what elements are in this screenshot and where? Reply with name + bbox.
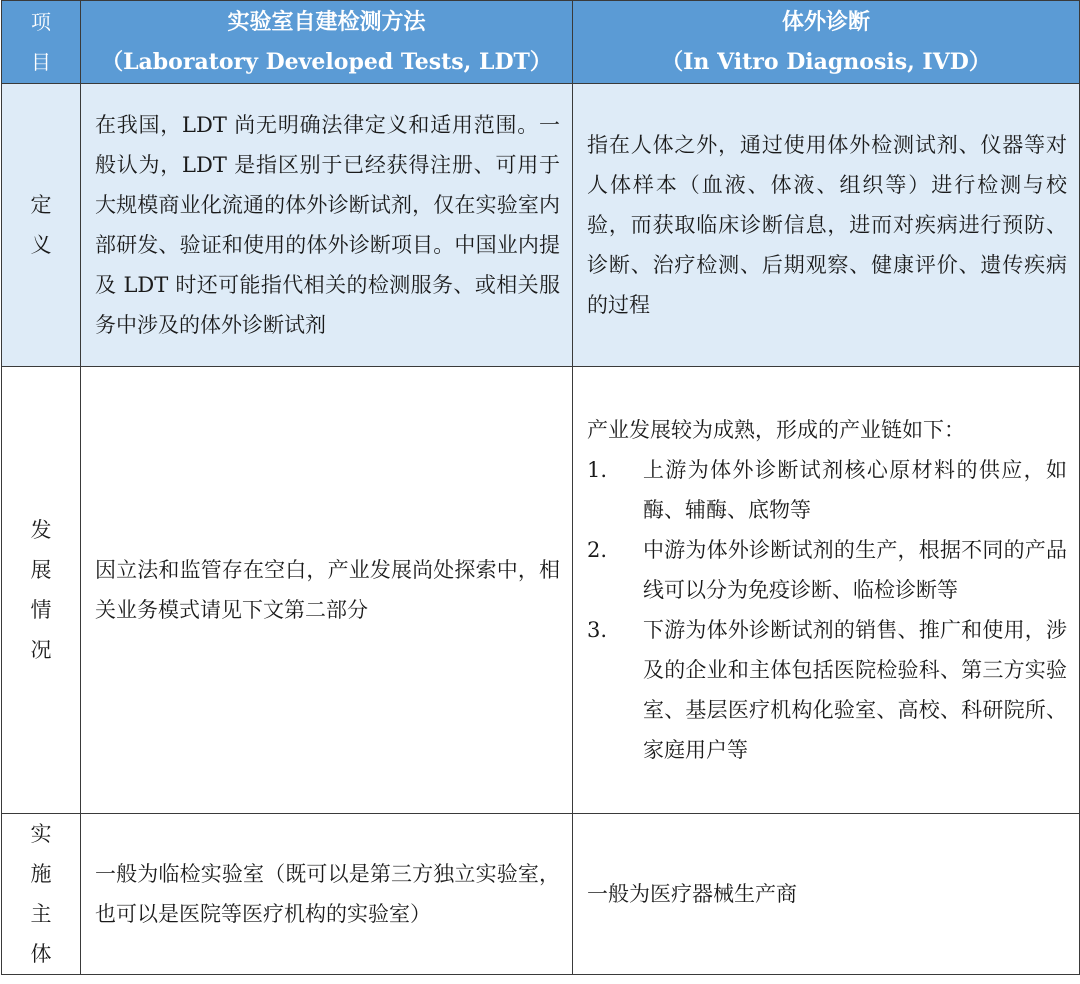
- row-development: [2, 367, 1080, 814]
- list-item-text: 下游为体外诊断试剂的销售、推广和使用，涉及的企业和主体包括医院检验科、第三方实验室、基层医疗机构化验室、高校、科研院所、家庭用户等: [643, 618, 1067, 762]
- list-item: [587, 530, 1067, 610]
- list-item: [587, 450, 1067, 530]
- development-ivd: [573, 367, 1080, 814]
- label-char: 实: [30, 822, 52, 846]
- label-char: 况: [30, 638, 52, 662]
- label-char: 定: [30, 193, 52, 217]
- row-label-definition: [2, 84, 81, 367]
- label-char: 情: [30, 598, 52, 622]
- development-ldt: 因立法和监管存在空白，产业发展尚处探索中，相关业务模式请见下文第二部分: [81, 367, 573, 814]
- label-char: 发: [30, 518, 52, 542]
- implementer-ldt: 一般为临检实验室（既可以是第三方独立实验室，也可以是医院等医疗机构的实验室）: [81, 814, 573, 975]
- list-item-number: 2.: [587, 538, 608, 562]
- definition-ivd: 指在人体之外，通过使用体外检测试剂、仪器等对人体样本（血液、体液、组织等）进行检测与校验，而获取临床诊断信息，进而对疾病进行预防、诊断、治疗检测、后期观察、健康评价、遗传疾病的过程: [573, 84, 1080, 367]
- header-item-line2: 目: [31, 50, 51, 74]
- header-row: [2, 1, 1080, 84]
- list-item: [587, 610, 1067, 770]
- label-char: 展: [30, 558, 52, 582]
- label-char: 施: [30, 862, 52, 886]
- list-item-number: 1.: [587, 458, 608, 482]
- label-char: 体: [30, 942, 52, 966]
- header-ldt-title: 实验室自建检测方法: [227, 9, 426, 35]
- row-implementer: [2, 814, 1080, 975]
- list-item-text: 中游为体外诊断试剂的生产，根据不同的产品线可以分为免疫诊断、临检诊断等: [643, 538, 1067, 602]
- definition-ldt: 在我国，LDT 尚无明确法律定义和适用范围。一般认为，LDT 是指区别于已经获得注册、可用于大规模商业化流通的体外诊断试剂，仅在实验室内部研发、验证和使用的体外诊断项目。中国业内提及 LDT 时还可能指代相关的检测服务、或相关服务中涉及的体外诊断试剂: [81, 84, 573, 367]
- development-ivd-intro: 产业发展较为成熟，形成的产业链如下：: [587, 418, 965, 442]
- list-item-text: 上游为体外诊断试剂核心原材料的供应，如酶、辅酶、底物等: [643, 458, 1067, 522]
- header-ldt: [81, 1, 573, 84]
- label-char: 义: [30, 233, 52, 257]
- row-label-development: [2, 367, 81, 814]
- header-ivd: [573, 1, 1080, 84]
- list-item-number: 3.: [587, 618, 608, 642]
- row-definition: [2, 84, 1080, 367]
- supply-chain-list: [587, 450, 1067, 770]
- header-item: [2, 1, 81, 84]
- label-char: 主: [30, 902, 52, 926]
- header-ldt-subtitle: （Laboratory Developed Tests, LDT）: [101, 49, 552, 75]
- header-ivd-subtitle: （In Vitro Diagnosis, IVD）: [661, 49, 991, 75]
- comparison-table: [1, 0, 1080, 975]
- implementer-ivd: 一般为医疗器械生产商: [573, 814, 1080, 975]
- row-label-implementer: [2, 814, 81, 975]
- header-item-line1: 项: [31, 10, 51, 34]
- header-ivd-title: 体外诊断: [781, 9, 870, 35]
